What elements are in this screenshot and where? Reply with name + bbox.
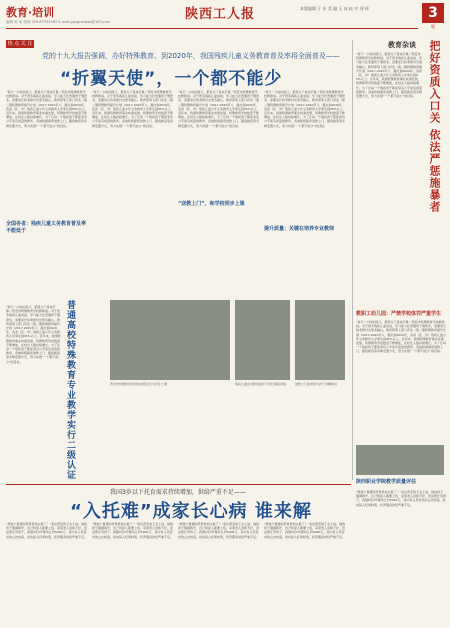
- news-photo: [235, 300, 290, 380]
- page-number: 3: [422, 3, 444, 23]
- section-title: 教育·培训: [6, 6, 55, 19]
- story-body-col4: “每天一小时的练习，都是为了将来打算。”西安市特殊教育学校教师说。对于很多残疾儿童来说，学习能力比普通孩子慢很多，需要家长和老师付出更多耐心。教育部等七部门印发《第二期特殊教育提升计划（2017-2020年）》，提出到2020年，各省（区、市）残疾儿童少年义务教育入学率达到95%以上。近年来，我国特殊教育事业快速发展，特殊教育学校数量不断增加，在校生人数持续增长。为了让每一个残疾孩子都能享有公平而有质量的教育，各地积极探索送教上门、随班就读等多种安置方式，努力实现“一个都不能少”的目标。: [264, 90, 346, 128]
- story-subhead: 全国各省：残疾儿童义务教育普及率不能低于: [6, 221, 87, 234]
- vertical-headline: 把好资质入口关 依法严惩施暴者: [428, 40, 441, 213]
- news-photo: [110, 300, 230, 380]
- story-body-col2: “每天一小时的练习，都是为了将来打算。”西安市特殊教育学校教师说。对于很多残疾儿童来说，学习能力比普通孩子慢很多，需要家长和老师付出更多耐心。教育部等七部门印发《第二期特殊教育提升计划（2017-2020年）》，提出到2020年，各省（区、市）残疾儿童少年义务教育入学率达到95%以上。近年来，我国特殊教育事业快速发展，特殊教育学校数量不断增加，在校生人数持续增长。为了让每一个残疾孩子都能享有公平而有质量的教育，各地积极探索送教上门、随班就读等多种安置方式，努力实现“一个都不能少”的目标。: [92, 90, 174, 128]
- column-head: 教育杂谈: [388, 41, 416, 49]
- bottom-story-title: “入托难”成家长心病 谁来解: [70, 501, 312, 522]
- side-news-body: “每天一小时的练习，都是为了将来打算。”西安市特殊教育学校教师说。对于很多残疾儿童来说，学习能力比普通孩子慢很多，需要家长和老师付出更多耐心。教育部等七部门印发《第二期特殊教育提升计划（2017-2020年）》，提出到2020年，各省（区、市）残疾儿童少年义务教育入学率达到95%以上。近年来，我国特殊教育事业快速发展，特殊教育学校数量不断增加，在校生人数持续增长。为了让每一个残疾孩子都能享有公平而有质量的教育，各地积极探索送教上门、随班就读等多种安置方式，努力实现“一个都不能少”的目标。: [356, 320, 446, 354]
- newspaper-masthead: 陕西工人报: [185, 7, 256, 22]
- header-rule: [6, 28, 418, 29]
- bottom-story-col2: “想找个靠谱的托育机构太难了！”家住西安的王女士说。她的孩子刚满两岁，自己和爱人都要上班，家里老人身体不好，没法帮忙带孩子。我国0至3岁婴幼儿约5000万，其中有入托需求的占比较高，但实际入托率较低，托育服务供给严重不足。: [92, 522, 174, 539]
- contact-line: 编辑 郭 荣 电话 029-87331562 E-mail:gongrenbao@163.com: [6, 20, 111, 24]
- bottom-story-col3: “想找个靠谱的托育机构太难了！”家住西安的王女士说。她的孩子刚满两岁，自己和爱人都要上班，家里老人身体不好，没法帮忙带孩子。我国0至3岁婴幼儿约5000万，其中有入托需求的占比较高，但实际入托率较低，托育服务供给严重不足。: [178, 522, 260, 539]
- photo-caption: 西安市特殊教育学校的老师正在为学生上课: [110, 382, 168, 386]
- story-body-col1: “每天一小时的练习，都是为了将来打算。”西安市特殊教育学校教师说。对于很多残疾儿童来说，学习能力比普通孩子慢很多，需要家长和老师付出更多耐心。教育部等七部门印发《第二期特殊教育提升计划（2017-2020年）》，提出到2020年，各省（区、市）残疾儿童少年义务教育入学率达到95%以上。近年来，我国特殊教育事业快速发展，特殊教育学校数量不断增加，在校生人数持续增长。为了让每一个残疾孩子都能享有公平而有质量的教育，各地积极探索送教上门、随班就读等多种安置方式，努力实现“一个都不能少”的目标。: [6, 90, 88, 128]
- page-label: 版: [431, 24, 435, 29]
- column-divider: [352, 40, 353, 480]
- bottom-story-kicker: 我国3岁以下托育需求持续增加，供给严重不足——: [110, 489, 246, 496]
- bottom-story-col4: “想找个靠谱的托育机构太难了！”家住西安的王女士说。她的孩子刚满两岁，自己和爱人都要上班，家里老人身体不好，没法帮忙带孩子。我国0至3岁婴幼儿约5000万，其中有入托需求的占比较高，但实际入托率较低，托育服务供给严重不足。: [264, 522, 346, 539]
- side-news-title: 教职工幼儿园：严禁学校体罚严重学生: [356, 311, 442, 317]
- story-subhead: “送教上门”，和学校同步上课: [178, 201, 245, 207]
- news-photo: [295, 300, 345, 380]
- story-subhead: 提升质量：关键在培养专业教师: [264, 226, 335, 232]
- story-title: “折翼天使”，一个都不能少: [60, 69, 283, 89]
- editor-line: 本版编辑 于 东 美 编 王 冰 校 对 刘 伟: [300, 6, 369, 11]
- story-body-col3: “每天一小时的练习，都是为了将来打算。”西安市特殊教育学校教师说。对于很多残疾儿童来说，学习能力比普通孩子慢很多，需要家长和老师付出更多耐心。教育部等七部门印发《第二期特殊教育提升计划（2017-2020年）》，提出到2020年，各省（区、市）残疾儿童少年义务教育入学率达到95%以上。近年来，我国特殊教育事业快速发展，特殊教育学校数量不断增加，在校生人数持续增长。为了让每一个残疾孩子都能享有公平而有质量的教育，各地积极探索送教上门、随班就读等多种安置方式，努力实现“一个都不能少”的目标。: [178, 90, 260, 128]
- photo-caption: 送教上门的老师为孩子讲解知识: [295, 382, 338, 386]
- side-news-body: “想找个靠谱的托育机构太难了！”家住西安的王女士说。她的孩子刚满两岁，自己和爱人都要上班，家里老人身体不好，没法帮忙带孩子。我国0至3岁婴幼儿约5000万，其中有入托需求的占比较高，但实际入托率较低，托育服务供给严重不足。: [356, 490, 446, 507]
- vertical-headline: 普通高校特殊教育专业教学实行二级认证: [65, 300, 75, 480]
- commentary-body: “每天一小时的练习，都是为了将来打算。”西安市特殊教育学校教师说。对于很多残疾儿童来说，学习能力比普通孩子慢很多，需要家长和老师付出更多耐心。教育部等七部门印发《第二期特殊教育提升计划（2017-2020年）》，提出到2020年，各省（区、市）残疾儿童少年义务教育入学率达到95%以上。近年来，我国特殊教育事业快速发展，特殊教育学校数量不断增加，在校生人数持续增长。为了让每一个残疾孩子都能享有公平而有质量的教育，各地积极探索送教上门、随班就读等多种安置方式，努力实现“一个都不能少”的目标。: [356, 52, 422, 99]
- story-kicker: 党的十九大报告强调，办好特殊教育。到2020年，我国残疾儿童义务教育普及率将全面普及——: [42, 52, 340, 60]
- side-story-body: “每天一小时的练习，都是为了将来打算。”西安市特殊教育学校教师说。对于很多残疾儿童来说，学习能力比普通孩子慢很多，需要家长和老师付出更多耐心。教育部等七部门印发《第二期特殊教育提升计划（2017-2020年）》，提出到2020年，各省（区、市）残疾儿童少年义务教育入学率达到95%以上。近年来，我国特殊教育事业快速发展，特殊教育学校数量不断增加，在校生人数持续增长。为了让每一个残疾孩子都能享有公平而有质量的教育，各地积极探索送教上门、随班就读等多种安置方式，努力实现“一个都不能少”的目标。: [6, 305, 61, 364]
- side-news-title: 陕西职业学院教学质量评估: [356, 479, 417, 485]
- hot-topic-tag: 热 点 关 注: [7, 41, 33, 47]
- photo-caption: 残疾儿童在老师的指导下进行康复训练: [235, 382, 287, 386]
- section-rule: [6, 484, 351, 485]
- news-photo: [356, 445, 444, 475]
- bottom-story-col1: “想找个靠谱的托育机构太难了！”家住西安的王女士说。她的孩子刚满两岁，自己和爱人都要上班，家里老人身体不好，没法帮忙带孩子。我国0至3岁婴幼儿约5000万，其中有入托需求的占比较高，但实际入托率较低，托育服务供给严重不足。: [6, 522, 88, 539]
